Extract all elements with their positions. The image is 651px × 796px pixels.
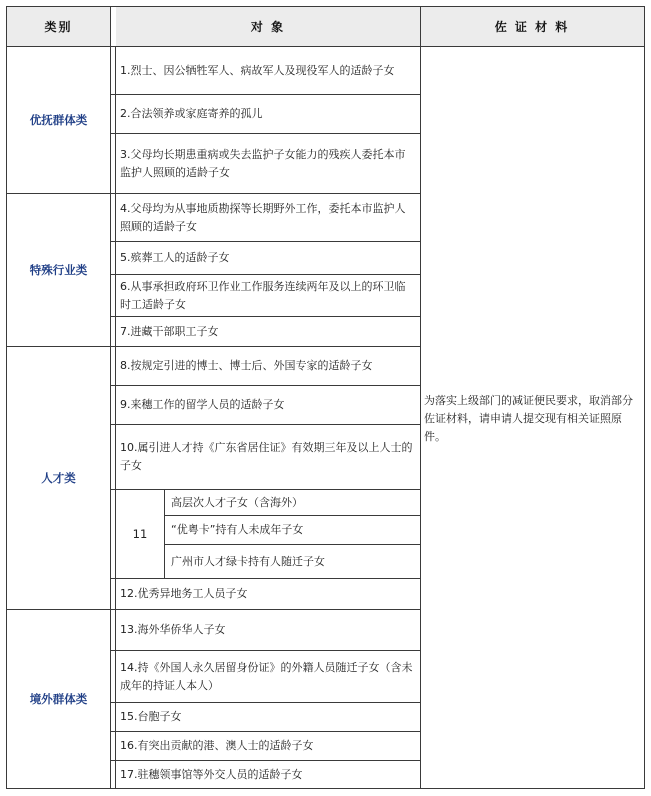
header-materials: 佐 证 材 料 bbox=[420, 7, 644, 46]
list-item-8: 8.按规定引进的博士、博士后、外国专家的适龄子女 bbox=[120, 359, 373, 372]
list-item-5: 5.殡葬工人的适龄子女 bbox=[120, 251, 230, 264]
list-item-17: 17.驻穗领事馆等外交人员的适龄子女 bbox=[120, 767, 303, 781]
list-item-9: 9.来穗工作的留学人员的适龄子女 bbox=[120, 398, 285, 411]
list-item-15: 15.台胞子女 bbox=[120, 710, 182, 723]
list-item-6: 6.从事承担政府环卫作业工作服务连续两年及以上的环卫临时工适龄子女 bbox=[120, 279, 406, 311]
list-item-10: 10.属引进人才持《广东省居住证》有效期三年及以上人士的子女 bbox=[120, 441, 413, 472]
list-item-1: 1.烈士、因公牺牲军人、病故军人及现役军人的适龄子女 bbox=[120, 63, 395, 77]
list-item-4: 4.父母均为从事地质勘探等长期野外工作，委托本市监护人照顾的适龄子女 bbox=[120, 201, 406, 233]
list-item-11-number: 11 bbox=[132, 527, 148, 541]
materials-note: 为落实上级部门的减证便民要求，取消部分佐证材料，请申请人提交现有相关证照原件。 bbox=[424, 394, 633, 443]
list-item-11-sub-b: “优粤卡”持有人未成年子女 bbox=[171, 523, 304, 536]
list-item-12: 12.优秀异地务工人员子女 bbox=[120, 587, 248, 600]
list-item-14: 14.持《外国人永久居留身份证》的外籍人员随迁子女（含未成年的持证人本人） bbox=[120, 660, 413, 692]
category-talent: 人才类 bbox=[41, 471, 76, 485]
list-item-3: 3.父母均长期患重病或失去监护子女能力的残疾人委托本市监护人照顾的适龄子女 bbox=[120, 147, 406, 179]
category-special-industry: 特殊行业类 bbox=[29, 263, 88, 277]
list-item-11-sub-c: 广州市人才绿卡持有人随迁子女 bbox=[171, 554, 325, 568]
list-item-7: 7.进藏干部职工子女 bbox=[120, 324, 219, 338]
header-object: 对 象 bbox=[116, 7, 420, 46]
list-item-11-sub-a: 高层次人才子女（含海外） bbox=[171, 495, 303, 509]
category-youfu: 优抚群体类 bbox=[29, 113, 88, 127]
list-item-2: 2.合法领养或家庭寄养的孤儿 bbox=[120, 107, 263, 120]
header-category: 类别 bbox=[7, 7, 110, 46]
category-overseas: 境外群体类 bbox=[29, 692, 88, 706]
list-item-16: 16.有突出贡献的港、澳人士的适龄子女 bbox=[120, 739, 314, 752]
list-item-13: 13.海外华侨华人子女 bbox=[120, 623, 226, 636]
